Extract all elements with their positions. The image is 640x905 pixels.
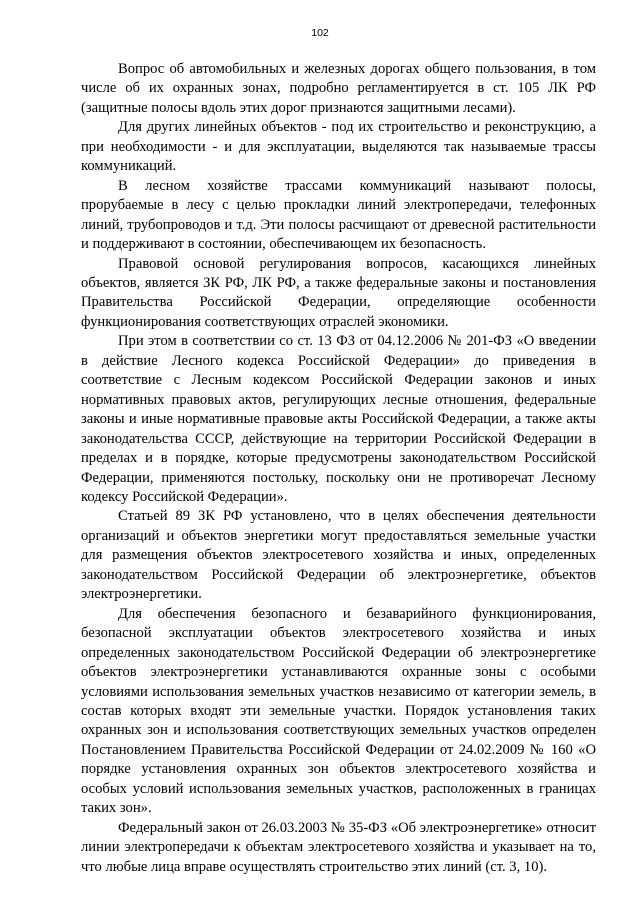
paragraph: При этом в соответствии со ст. 13 ФЗ от 04.12.2006 № 201-ФЗ «О введении в действие Лесного кодекса Российской Федерации» до приведения в соответствие с Лесным кодексом Российской Федерации законов и иных нормативных правовых актов, регулирующих лесные отношения, федеральные законы и иные нормативные правовые акты Российской Федерации, а также акты законодательства СССР, действующие на территории Российской Федерации в пределах и в порядке, которые предусмотрены законодательством Российской Федерации, применяются постольку, поскольку они не противоречат Лесному кодексу Российской Федерации». — [81, 333, 596, 505]
paragraph: Правовой основой регулирования вопросов, касающихся линейных объектов, является ЗК РФ, ЛК РФ, а также федеральные законы и постановления Правительства Российской Федерации, определяющие особенности функционирования соответствующих отраслей экономики. — [81, 255, 596, 330]
document-body — [81, 60, 596, 877]
paragraph: Вопрос об автомобильных и железных дорогах общего пользования, в том числе об их охранных зонах, подробно регламентируется в ст. 105 ЛК РФ (защитные полосы вдоль этих дорог признаются защитными лесами). — [81, 61, 596, 116]
paragraph: Для других линейных объектов - под их строительство и реконструкцию, а при необходимости - и для эксплуатации, выделяются так называемые трассы коммуникаций. — [81, 119, 596, 175]
paragraph: В лесном хозяйстве трассами коммуникаций называют полосы, прорубаемые в лесу с целью прокладки линий электропередачи, телефонных линий, трубопроводов и т.д. Эти полосы расчищают от древесной растительности и поддерживают в состоянии, обеспечивающем их безопасность. — [81, 177, 596, 253]
paragraph: Федеральный закон от 26.03.2003 № 35-ФЗ «Об электроэнергетике» относит линии электропередачи к объектам электросетевого хозяйства и указывает на то, что любые лица вправе осуществлять строительство этих линий (ст. 3, 10). — [81, 819, 596, 875]
paragraph: Статьей 89 ЗК РФ установлено, что в целях обеспечения деятельности организаций и объектов энергетики могут предоставляться земельные участки для размещения объектов электросетевого хозяйства и иных, определенных законодательством Российской Федерации об электроэнергетике, объектов электроэнергетики. — [81, 508, 596, 603]
paragraph: Для обеспечения безопасного и безаварийного функционирования, безопасной эксплуатации объектов электросетевого хозяйства и иных определенных законодательством Российской Федерации об электроэнергетике объектов электроэнергетики устанавливаются охранные зоны с особыми условиями использования земельных участков независимо от категории земель, в состав которых входят эти земельные участки. Порядок установления таких охранных зон и использования соответствующих земельных участков определен Постановлением Правительства Российской Федерации от 24.02.2009 № 160 «О порядке установления охранных зон объектов электросетевого хозяйства и особых условий использования земельных участков, расположенных в границах таких зон». — [81, 605, 596, 817]
page-number: 102 — [311, 27, 329, 39]
